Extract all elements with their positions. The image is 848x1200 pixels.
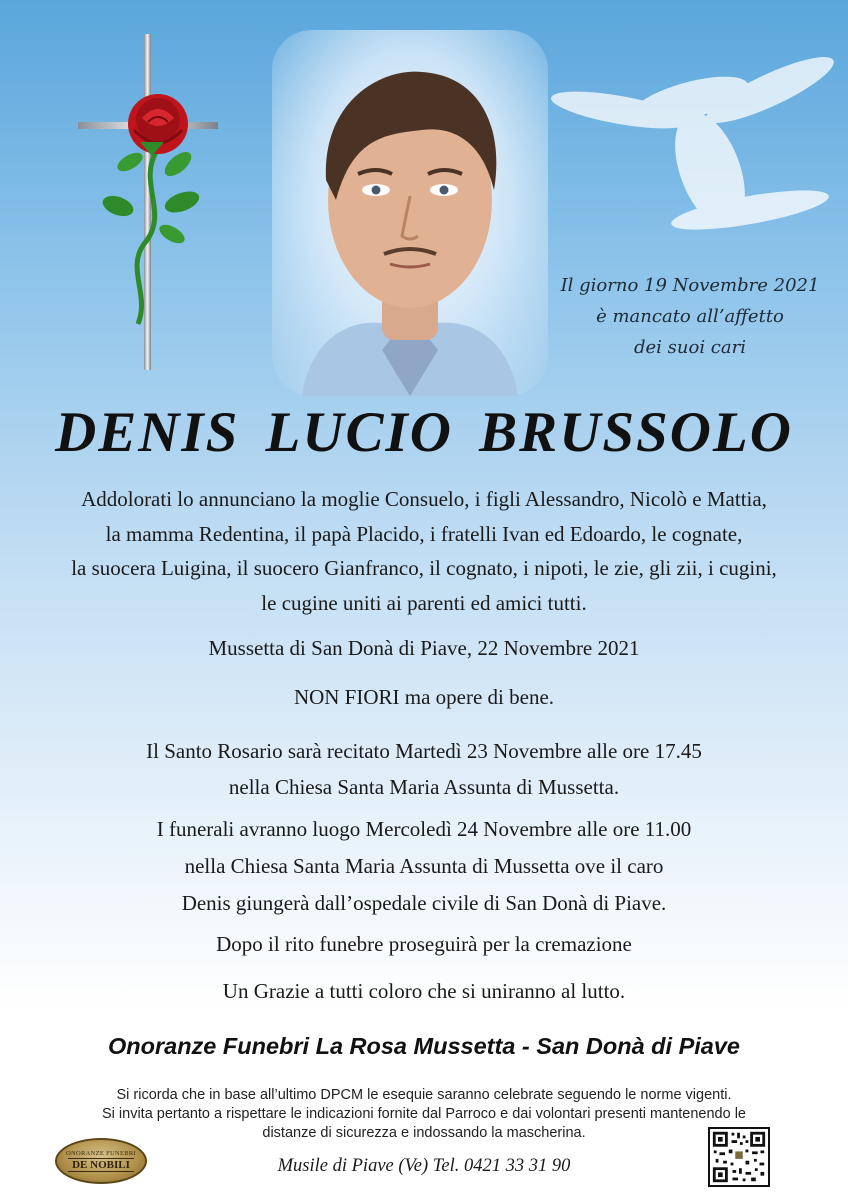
death-notice-line: dei suoi cari xyxy=(634,337,746,358)
portrait-photo xyxy=(272,30,548,396)
covid-notice xyxy=(20,1086,828,1143)
covid-notice-line: distanze di sicurezza e indossando la mascherina. xyxy=(262,1125,586,1141)
announcement-line: la suocera Luigina, il suocero Gianfranco, il cognato, i nipoti, le zie, gli zii, i cugini, xyxy=(71,556,777,580)
qr-code-icon[interactable] xyxy=(708,1127,770,1187)
announcement-line: Addolorati lo annunciano la moglie Consuelo, i figli Alessandro, Nicolò e Mattia, xyxy=(81,487,767,511)
logo-main-text: DE NOBILI xyxy=(68,1158,134,1172)
funeral-line: nella Chiesa Santa Maria Assunta di Mussetta ove il caro xyxy=(184,854,664,878)
person-portrait-icon xyxy=(272,30,548,396)
death-notice xyxy=(540,270,840,363)
family-announcement xyxy=(20,482,828,620)
cross-with-rose-icon xyxy=(78,34,218,370)
funeral-home-name: Onoranze Funebri La Rosa Mussetta - San Donà di Piave xyxy=(107,1033,741,1059)
no-flowers-notice: NON FIORI ma opere di bene. xyxy=(293,685,555,709)
covid-notice-line: Si invita pertanto a rispettare le indicazioni fornite dal Parroco e dai volontari presenti mantenendo le xyxy=(101,1106,746,1122)
contact-info: Musile di Piave (Ve) Tel. 0421 33 31 90 xyxy=(277,1156,571,1176)
rosary-line: Il Santo Rosario sarà recitato Martedì 23 Novembre alle ore 17.45 xyxy=(146,739,702,763)
announcement-line: le cugine uniti ai parenti ed amici tutti. xyxy=(261,590,587,615)
rosary-line: nella Chiesa Santa Maria Assunta di Mussetta. xyxy=(228,775,620,799)
death-notice-line: è mancato all’affetto xyxy=(596,306,784,327)
logo-top-text: ONORANZE FUNEBRI xyxy=(66,1150,136,1157)
place-date: Mussetta di San Donà di Piave, 22 Novembre 2021 xyxy=(208,636,640,660)
death-notice-line: Il giorno 19 Novembre 2021 xyxy=(560,275,820,296)
funeral-notice xyxy=(0,811,848,922)
thanks-notice: Un Grazie a tutti coloro che si uniranno al lutto. xyxy=(222,979,626,1003)
rosary-notice xyxy=(0,733,848,805)
funeral-line: I funerali avranno luogo Mercoledì 24 Novembre alle ore 11.00 xyxy=(156,817,692,841)
angel-clouds-image xyxy=(520,30,840,260)
funeral-line: Denis giungerà dall’ospedale civile di San Donà di Piave. xyxy=(181,891,667,915)
deceased-name: DENIS LUCIO BRUSSOLO xyxy=(55,401,793,464)
covid-notice-line: Si ricorda che in base all’ultimo DPCM le esequie saranno celebrate seguendo le norme vigenti. xyxy=(116,1087,732,1103)
announcement-line: la mamma Redentina, il papà Placido, i fratelli Ivan ed Edoardo, le cognate, xyxy=(105,521,743,546)
cremation-notice: Dopo il rito funebre proseguirà per la cremazione xyxy=(216,932,632,956)
